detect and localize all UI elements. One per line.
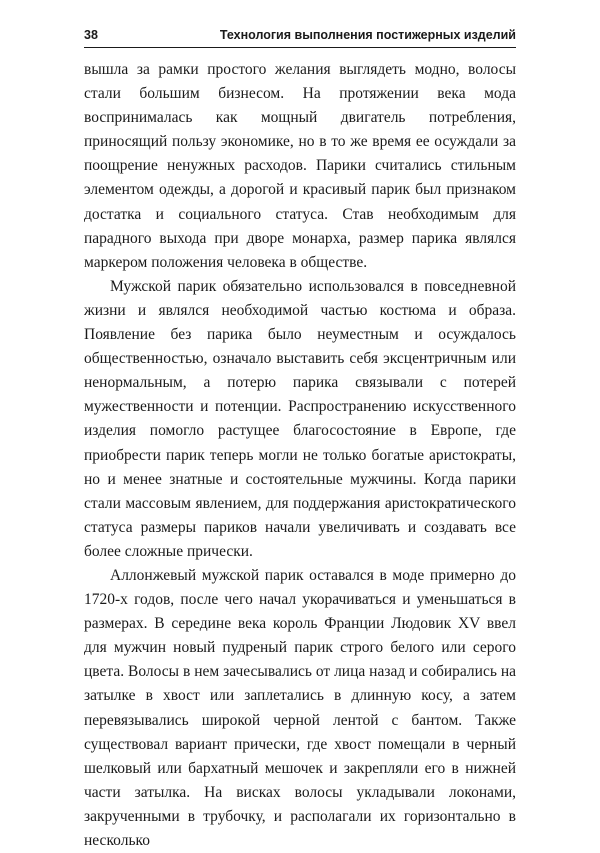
- header-rule: [84, 47, 516, 48]
- running-head: [84, 28, 516, 46]
- paragraph-2: Мужской парик обязательно использовался в повседневной жизни и являлся необходимой частью костюма и образа. Появление без парика было неуместным и осуждалось общественностью, означало выставить себя эксцентричным или ненормальным, а потерю парика связывали с потерей мужественности и потенции. Распространению искусственного изделия помогло растущее благосостояние в Европе, где приобрести парик теперь могли не только богатые аристократы, но и менее знатные и состоятельные мужчины. Когда парики стали массовым явлением, для поддержания аристократического статуса размеры париков начали увеличивать и создавать все более сложные прически.: [84, 277, 516, 560]
- paragraph-3: Аллонжевый мужской парик оставался в моде примерно до 1720-х годов, после чего начал укорачиваться и уменьшаться в размерах. В середине века король Франции Людовик XV ввел для мужчин новый пудреный парик строго белого или серого цвета. Волосы в нем зачесывались от лица назад и собирались на затылке в хвост или заплетались в длинную косу, а затем перевязывались широкой черной лентой с бантом. Также существовал вариант прически, где хвост помещали в черный шелковый или бархатный мешочек и закрепляли его в нижней части затылка. На висках волосы укладывали локонами, закрученными в трубочку, и располагали их горизонтально в несколько: [84, 566, 516, 849]
- running-title: Технология выполнения постижерных изделий: [219, 28, 516, 42]
- body-text: [84, 58, 516, 853]
- paragraph-1: вышла за рамки простого желания выглядеть модно, волосы стали большим бизнесом. На протяжении века мода воспринималась как мощный двигатель потребления, приносящий пользу экономике, но в то же время ее осуждали за поощрение ненужных расходов. Парики считались стильным элементом одежды, а дорогой и красивый парик был признаком достатка и социального статуса. Став необходимым для парадного выхода при дворе монарха, размер парика являлся маркером положения человека в обществе.: [84, 61, 516, 271]
- page-number: 38: [84, 28, 98, 42]
